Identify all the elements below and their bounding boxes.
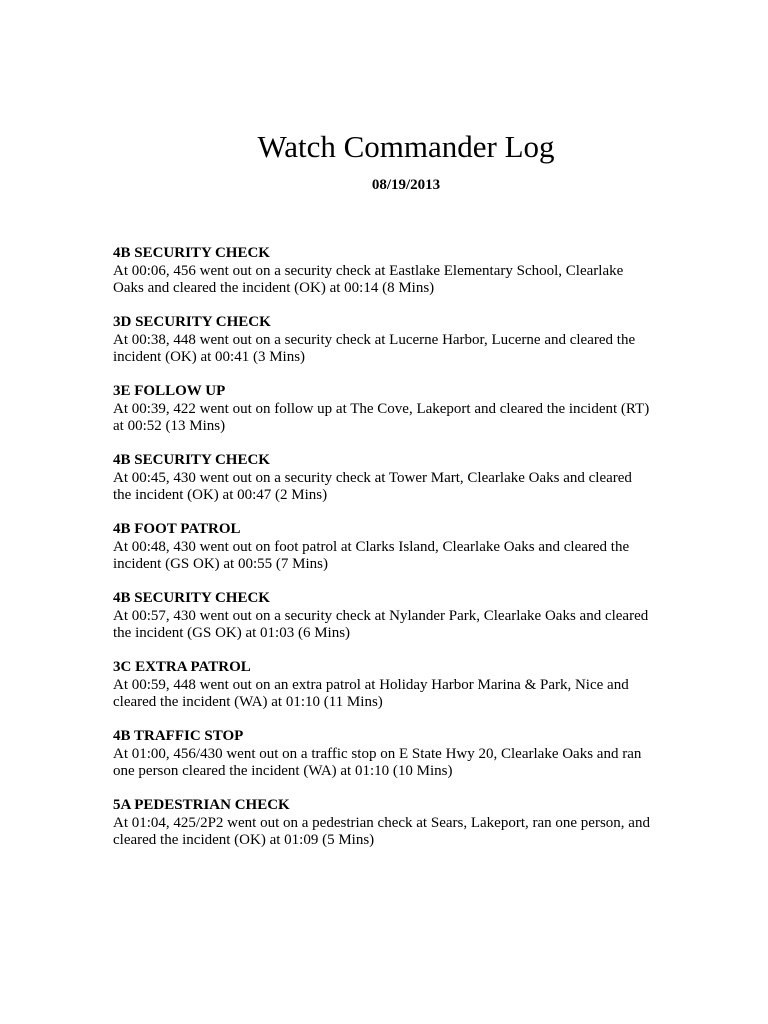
entry-description-line: at 00:52 (13 Mins): [113, 418, 226, 434]
entry-description-line: cleared the incident (OK) at 01:09 (5 Mins): [113, 832, 375, 848]
entry-heading: 4B SECURITY CHECK: [113, 245, 270, 261]
entry-description-line: incident (GS OK) at 00:55 (7 Mins): [113, 556, 328, 572]
log-entry: [113, 245, 673, 314]
log-entry: [113, 314, 673, 383]
entry-heading: 3D SECURITY CHECK: [113, 314, 271, 330]
entry-description-line: the incident (OK) at 00:47 (2 Mins): [113, 487, 328, 503]
entry-description-line: At 00:57, 430 went out on a security check at Nylander Park, Clearlake Oaks and cleared: [113, 607, 649, 624]
log-entry: [113, 728, 673, 797]
entry-description-line: incident (OK) at 00:41 (3 Mins): [113, 349, 306, 365]
entry-heading: 3E FOLLOW UP: [113, 383, 226, 399]
entry-description-line: At 01:04, 425/2P2 went out on a pedestrian check at Sears, Lakeport, ran one person, and: [113, 814, 650, 831]
log-entry: [113, 659, 673, 728]
entry-heading: 4B SECURITY CHECK: [113, 590, 270, 606]
entry-description-line: cleared the incident (WA) at 01:10 (11 Mins): [113, 694, 383, 710]
document-title: Watch Commander Log: [257, 129, 555, 164]
log-entry: [113, 383, 673, 452]
entry-description-line: At 01:00, 456/430 went out on a traffic stop on E State Hwy 20, Clearlake Oaks and ran: [113, 745, 642, 762]
entry-heading: 4B SECURITY CHECK: [113, 452, 270, 468]
log-entries: [113, 245, 673, 866]
log-entry: [113, 797, 673, 866]
entry-description-line: one person cleared the incident (WA) at 01:10 (10 Mins): [113, 763, 453, 779]
entry-heading: 4B FOOT PATROL: [113, 521, 241, 537]
entry-heading: 4B TRAFFIC STOP: [113, 728, 244, 744]
entry-description-line: At 00:39, 422 went out on follow up at The Cove, Lakeport and cleared the incident (RT): [113, 400, 650, 417]
entry-heading: 3C EXTRA PATROL: [113, 659, 251, 675]
log-entry: [113, 452, 673, 521]
entry-heading: 5A PEDESTRIAN CHECK: [113, 797, 290, 813]
log-entry: [113, 521, 673, 590]
entry-description-line: Oaks and cleared the incident (OK) at 00:14 (8 Mins): [113, 280, 435, 296]
entry-description-line: the incident (GS OK) at 01:03 (6 Mins): [113, 625, 351, 641]
document-date: 08/19/2013: [371, 177, 441, 193]
entry-description-line: At 00:06, 456 went out on a security check at Eastlake Elementary School, Clearlake: [113, 262, 624, 279]
entry-description-line: At 00:45, 430 went out on a security check at Tower Mart, Clearlake Oaks and cleared: [113, 469, 632, 486]
entry-description-line: At 00:38, 448 went out on a security check at Lucerne Harbor, Lucerne and cleared the: [113, 331, 636, 348]
entry-description-line: At 00:48, 430 went out on foot patrol at Clarks Island, Clearlake Oaks and cleared the: [113, 538, 630, 555]
log-entry: [113, 590, 673, 659]
entry-description-line: At 00:59, 448 went out on an extra patrol at Holiday Harbor Marina & Park, Nice and: [113, 676, 629, 693]
